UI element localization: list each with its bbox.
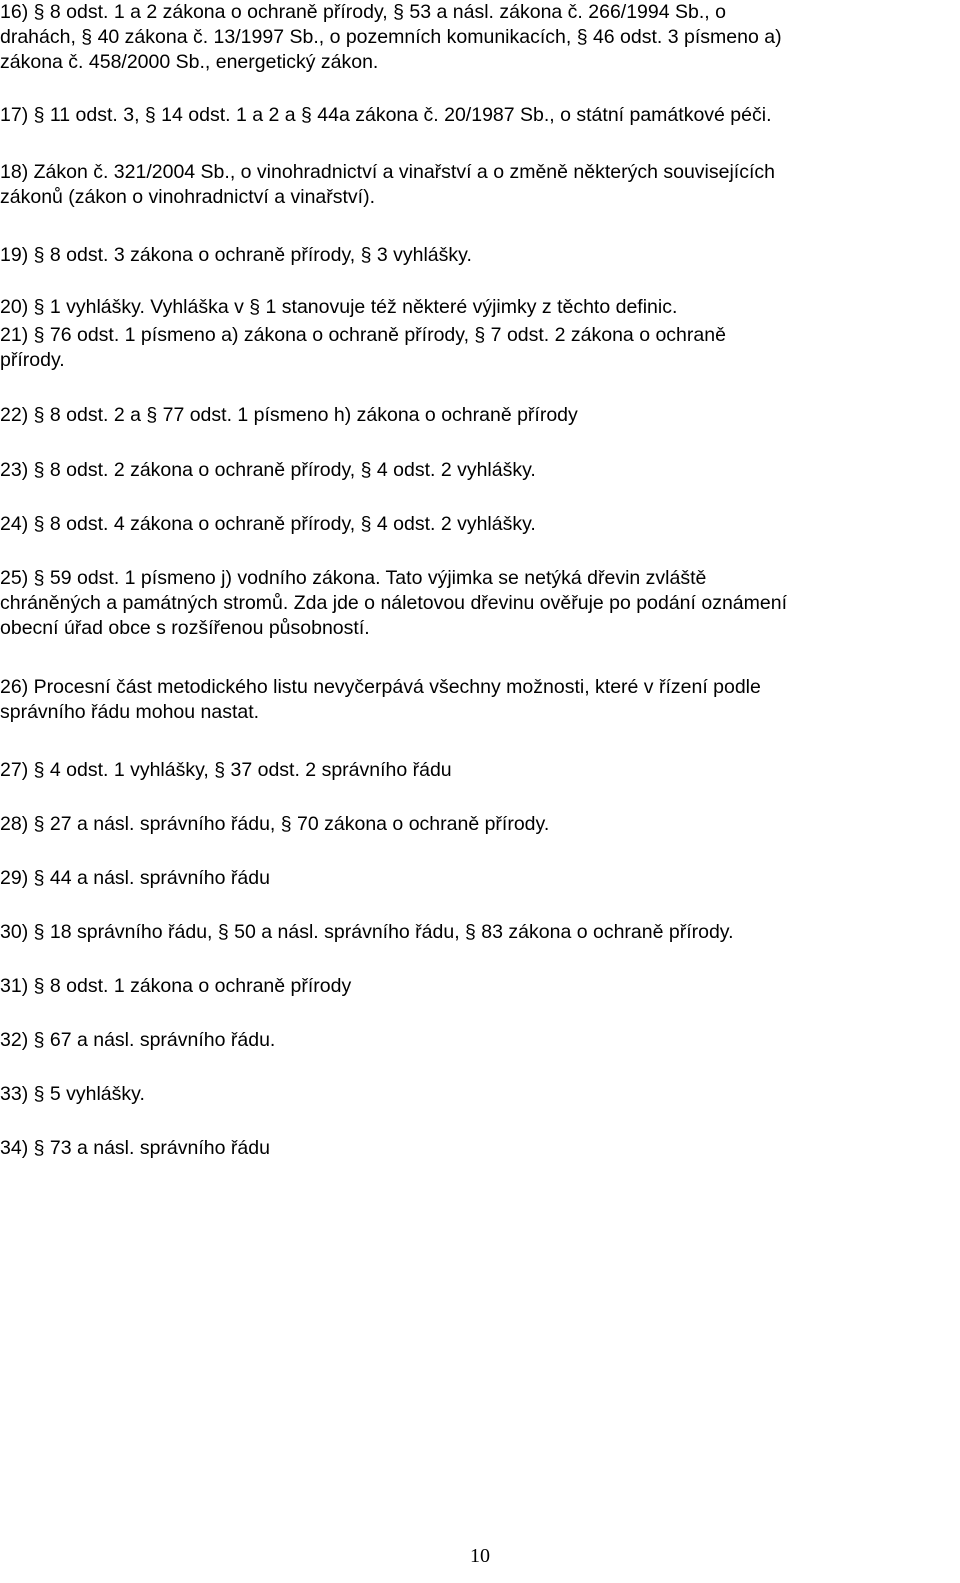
footnote-line: 18) Zákon č. 321/2004 Sb., o vinohradnictví a vinařství a o změně některých souvisejících [0,161,775,183]
page-number: 10 [470,1545,490,1567]
footnote-22 [0,403,955,428]
footnote-25 [0,566,955,641]
footnote-line: 19) § 8 odst. 3 zákona o ochraně přírody, § 3 vyhlášky. [0,244,472,266]
footnote-27 [0,758,955,783]
footnote-33 [0,1082,955,1107]
footnote-line: obecní úřad obce s rozšířenou působností. [0,617,370,639]
footnote-21 [0,323,955,373]
footnote-line: 34) § 73 a násl. správního řádu [0,1137,270,1159]
footnote-30 [0,920,955,945]
footnote-line: 21) § 76 odst. 1 písmeno a) zákona o ochraně přírody, § 7 odst. 2 zákona o ochraně [0,324,726,346]
footnote-31 [0,974,955,999]
footnote-19 [0,243,955,268]
footnote-line: 31) § 8 odst. 1 zákona o ochraně přírody [0,975,352,997]
footnote-line: 16) § 8 odst. 1 a 2 zákona o ochraně přírody, § 53 a násl. zákona č. 266/1994 Sb., o [0,1,726,23]
footnote-line: 24) § 8 odst. 4 zákona o ochraně přírody, § 4 odst. 2 vyhlášky. [0,513,536,535]
footnote-line: zákonů (zákon o vinohradnictví a vinařství). [0,186,376,208]
footnote-line: 20) § 1 vyhlášky. Vyhláška v § 1 stanovuje též některé výjimky z těchto definic. [0,296,678,318]
footnote-line: přírody. [0,349,65,371]
footnote-29 [0,866,955,891]
footnote-28 [0,812,955,837]
footnote-line: 22) § 8 odst. 2 a § 77 odst. 1 písmeno h) zákona o ochraně přírody [0,404,578,426]
footnote-line: 32) § 67 a násl. správního řádu. [0,1029,276,1051]
footnote-line: 17) § 11 odst. 3, § 14 odst. 1 a 2 a § 44a zákona č. 20/1987 Sb., o státní památkové péči. [0,104,772,126]
footnote-24 [0,512,955,537]
footnote-line: 27) § 4 odst. 1 vyhlášky, § 37 odst. 2 správního řádu [0,759,452,781]
footnote-34 [0,1136,955,1161]
footnote-line: 33) § 5 vyhlášky. [0,1083,145,1105]
footnote-line: 29) § 44 a násl. správního řádu [0,867,270,889]
footnote-line: zákona č. 458/2000 Sb., energetický zákon. [0,51,379,73]
footnote-23 [0,458,955,483]
footnote-32 [0,1028,955,1053]
footnote-line: 25) § 59 odst. 1 písmeno j) vodního zákona. Tato výjimka se netýká dřevin zvláště [0,567,707,589]
footnote-17 [0,103,955,128]
footnote-16 [0,0,955,75]
footnote-line: 30) § 18 správního řádu, § 50 a násl. správního řádu, § 83 zákona o ochraně přírody. [0,921,734,943]
footnote-18 [0,160,955,210]
footnote-line: chráněných a památných stromů. Zda jde o náletovou dřevinu ověřuje po podání oznámení [0,592,787,614]
footnote-line: 26) Procesní část metodického listu nevyčerpává všechny možnosti, které v řízení podle [0,676,761,698]
footnote-line: správního řádu mohou nastat. [0,701,260,723]
footnote-line: 23) § 8 odst. 2 zákona o ochraně přírody, § 4 odst. 2 vyhlášky. [0,459,536,481]
footnote-line: 28) § 27 a násl. správního řádu, § 70 zákona o ochraně přírody. [0,813,550,835]
footnote-26 [0,675,955,725]
footnote-line: drahách, § 40 zákona č. 13/1997 Sb., o pozemních komunikacích, § 46 odst. 3 písmeno a) [0,26,782,48]
footnote-20 [0,295,955,320]
